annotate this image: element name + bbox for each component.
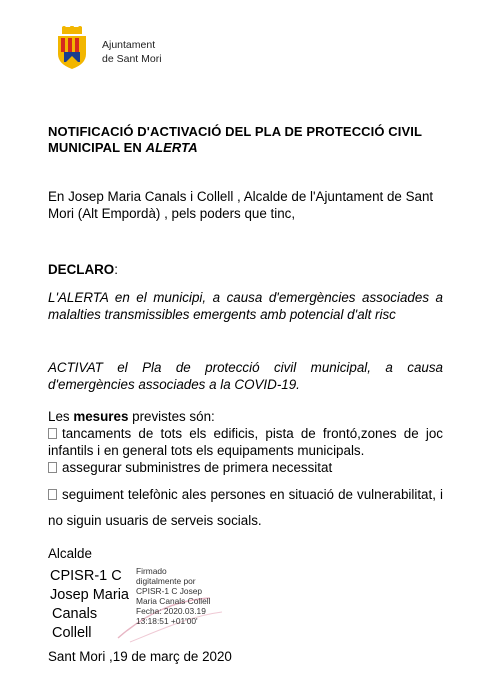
- signature-name-line-4: Collell: [52, 625, 92, 641]
- measures-lead: [48, 408, 443, 425]
- digital-line-2: digitalmente por: [136, 576, 196, 586]
- checkbox-bullet-icon: [48, 489, 57, 500]
- coat-of-arms-icon: [52, 26, 92, 70]
- signature-name-line-3: Canals: [52, 606, 98, 622]
- title-state: ALERTA: [145, 140, 198, 155]
- signature-name-line-2: Josep Maria: [50, 587, 129, 603]
- measure-item-3-text: seguiment telefònic ales persones en situació de vulnerabilitat, i no siguin usuaris de serveis socials.: [48, 487, 443, 528]
- measure-item-2-text: assegurar subministres de primera necessitat: [62, 460, 333, 475]
- org-name: [102, 38, 162, 66]
- measure-item-2: [48, 459, 443, 476]
- measures-lead-after: previstes són:: [128, 409, 215, 424]
- digital-line-6: 13:18:51 +01'00': [136, 616, 198, 626]
- alert-paragraph: L'ALERTA en el municipi, a causa d'emergències associades a malalties transmissibles emergents amb potencial d'alt risc: [48, 290, 443, 322]
- signature-name-line-1: CPISR-1 C: [50, 568, 122, 584]
- checkbox-bullet-icon: [48, 428, 57, 439]
- digital-line-3: CPISR-1 C Josep: [136, 586, 203, 596]
- intro-paragraph: En Josep Maria Canals i Collell , Alcalde de l'Ajuntament de Sant Mori (Alt Empordà) , pels poders que tinc,: [48, 189, 434, 221]
- checkbox-bullet-icon: [48, 462, 57, 473]
- measure-item-3: [48, 482, 443, 534]
- digital-line-5: Fecha: 2020.03.19: [136, 606, 206, 616]
- declare-word: DECLARO: [48, 262, 115, 277]
- measure-item-1-text: tancaments de tots els edificis, pista de frontó,zones de joc infantils i en general tots els equipaments municipals.: [48, 426, 443, 458]
- org-name-line1: Ajuntament: [102, 39, 156, 51]
- place-date: Sant Mori ,19 de març de 2020: [48, 649, 232, 664]
- title-main: NOTIFICACIÓ D'ACTIVACIÓ DEL PLA DE PROTECCIÓ CIVIL MUNICIPAL EN: [48, 124, 422, 155]
- measures-lead-before: Les: [48, 409, 74, 424]
- measure-item-1: [48, 425, 443, 459]
- declare-colon: :: [114, 262, 118, 277]
- signature-role: Alcalde: [48, 546, 92, 561]
- digital-line-1: Firmado: [136, 566, 167, 576]
- digital-signature-stamp: [136, 566, 246, 626]
- document-title: [48, 124, 443, 156]
- digital-line-4: Maria Canals Collell: [136, 596, 211, 606]
- activated-paragraph: ACTIVAT el Pla de protecció civil municipal, a causa d'emergències associades a la COVID-19.: [48, 360, 443, 392]
- org-name-line2: de Sant Mori: [102, 53, 162, 65]
- measures-lead-bold: mesures: [73, 409, 129, 424]
- declare-heading: [48, 261, 443, 278]
